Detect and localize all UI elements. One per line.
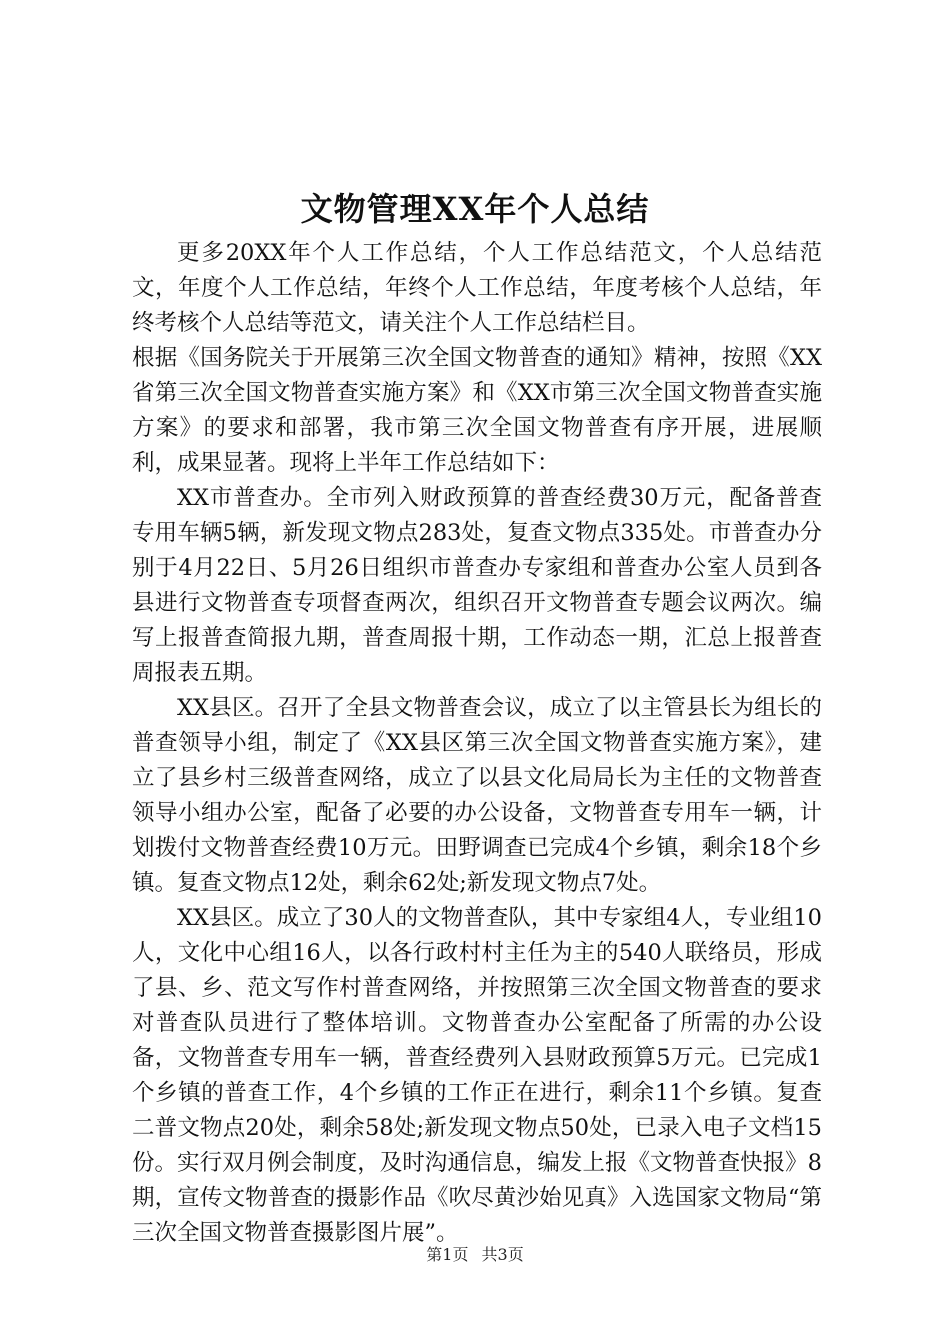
paragraph-intro: 更多20XX年个人工作总结，个人工作总结范文，个人总结范文，年度个人工作总结，年终个人工作总结，年度考核个人总结，年终考核个人总结等范文，请关注个人工作总结栏目。 [132, 240, 822, 336]
paragraph-county-2: XX县区。成立了30人的文物普查队，其中专家组4人，专业组10人，文化中心组16人，以各行政村村主任为主的540人联络员，形成了县、乡、范文写作村普查网络，并按照第三次全国文物普查的要求对普查队员进行了整体培训。文物普查办公室配备了所需的办公设备，文物普查专用车一辆，普查经费列入县财政预算5万元。已完成1个乡镇的普查工作，4个乡镇的工作正在进行，剩余11个乡镇。复查二普文物点20处，剩余58处;新发现文物点50处，已录入电子文档15份。实行双月例会制度，及时沟通信息，编发上报《文物普查快报》8期，宣传文物普查的摄影作品《吹尽黄沙始见真》入选国家文物局“第三次全国文物普查摄影图片展”。 [132, 905, 822, 1246]
document-body [132, 236, 822, 1251]
paragraph-county-1: XX县区。召开了全县文物普查会议，成立了以主管县长为组长的普查领导小组，制定了《XX县区第三次全国文物普查实施方案》，建立了县乡村三级普查网络，成立了以县文化局局长为主任的文物普查领导小组办公室，配备了必要的办公设备，文物普查专用车一辆，计划拨付文物普查经费10万元。田野调查已完成4个乡镇，剩余18个乡镇。复查文物点12处，剩余62处;新发现文物点7处。 [132, 695, 822, 896]
page-total: 共3页 [481, 1245, 524, 1264]
document-title: 文物管理XX年个人总结 [300, 190, 650, 228]
paragraph-overview: 根据《国务院关于开展第三次全国文物普查的通知》精神，按照《XX省第三次全国文物普查实施方案》和《XX市第三次全国文物普查实施方案》的要求和部署，我市第三次全国文物普查有序开展，进展顺利，成果显著。现将上半年工作总结如下： [132, 345, 822, 476]
page-number: 第1页 [426, 1245, 469, 1264]
paragraph-city-office: XX市普查办。全市列入财政预算的普查经费30万元，配备普查专用车辆5辆，新发现文物点283处，复查文物点335处。市普查办分别于4月22日、5月26日组织市普查办专家组和普查办公室人员到各县进行文物普查专项督查两次，组织召开文物普查专题会议两次。编写上报普查简报九期，普查周报十期，工作动态一期，汇总上报普查周报表五期。 [132, 485, 822, 686]
page-footer [0, 1244, 950, 1266]
